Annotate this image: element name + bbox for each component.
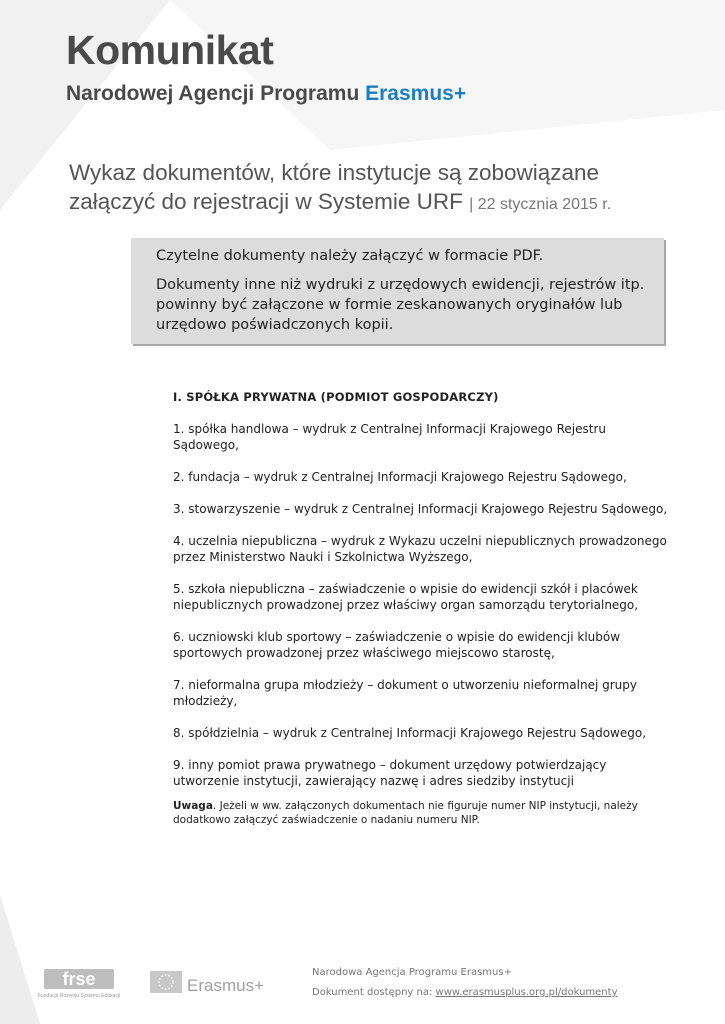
frse-logo-icon [37,969,121,999]
notice-paragraph-2: Dokumenty inne niż wydruki z urzędowych ewidencji, rejestrów itp. powinny być załączone w formie zeskanowanych oryginałów lub urzędowo poświadczonych kopii. [156,277,645,333]
heading-date: | 22 stycznia 2015 r. [469,196,612,213]
frse-logo [37,969,121,1003]
erasmus-logo [150,969,270,1003]
page-title: Komunikat [66,27,274,73]
footer-doc-line [312,983,618,1003]
section-title: I. SPÓŁKA PRYWATNA (PODMIOT GOSPODARCZY) [173,390,499,404]
svg-text:Erasmus+: Erasmus+ [187,976,264,995]
page-subtitle [66,80,466,108]
list-item: 8. spółdzielnia – wydruk z Centralnej Informacji Krajowego Rejestru Sądowego, [173,726,647,740]
heading-line-2-text: załączyć do rejestracji w Systemie URF [69,189,463,214]
footer-info [312,963,618,1003]
list-item: 1. spółka handlowa – wydruk z Centralnej Informacji Krajowego Rejestru Sądowego, [173,422,606,452]
list-item: 5. szkoła niepubliczna – zaświadczenie o wpisie do ewidencji szkół i placówek niepublicznych prowadzonej przez właściwy organ samorządu terytorialnego, [173,582,639,612]
svg-text:Fundacja Rozwoju Systemu Eduka: Fundacja Rozwoju Systemu Edukacji [37,993,121,999]
heading-line-1: Wykaz dokumentów, które instytucje są zobowiązane [69,160,600,185]
heading-line-2 [69,187,669,219]
list-item: 4. uczelnia niepubliczna – wydruk z Wykazu uczelni niepublicznych prowadzonego przez Ministerstwo Nauki i Szkolnictwa Wyższego, [173,534,667,564]
footer-doc-link[interactable]: www.erasmusplus.org.pl/dokumenty [435,987,618,998]
list-item: 9. inny pomiot prawa prywatnego – dokument urzędowy potwierdzający utworzenie instytucji, zawierający nazwę i adres siedziby instytucji [173,758,607,788]
list-item: 6. uczniowski klub sportowy – zaświadczenie o wpisie do ewidencji klubów sportowych prowadzonej przez właściwego miejscowo starostę, [173,630,621,660]
list-item: 3. stowarzyszenie – wydruk z Centralnej Informacji Krajowego Rejestru Sądowego, [173,502,668,516]
svg-text:frse: frse [62,969,96,989]
subtitle-accent: Erasmus+ [365,82,467,105]
note-text: . Jeżeli w ww. załączonych dokumentach nie figuruje numer NIP instytucji, należy dodatkowo załączyć zaświadczenie o nadaniu numeru NIP. [173,800,638,826]
eu-flag-icon [150,969,270,999]
list-item: 7. nieformalna grupa młodzieży – dokument o utworzeniu nieformalnej grupy młodzieży, [173,678,638,708]
subtitle-prefix: Narodowej Agencji Programu [66,82,360,105]
note [173,799,673,827]
footer-agency: Narodowa Agencja Programu Erasmus+ [312,967,512,978]
list-item: 2. fundacja – wydruk z Centralnej Informacji Krajowego Rejestru Sądowego, [173,470,627,484]
notice-box [131,238,664,344]
document-content [173,390,673,827]
note-label: Uwaga [173,800,213,812]
footer-doc-label: Dokument dostępny na: [312,987,436,998]
document-heading [69,158,669,219]
notice-paragraph-1: Czytelne dokumenty należy załączyć w formacie PDF. [156,248,544,264]
